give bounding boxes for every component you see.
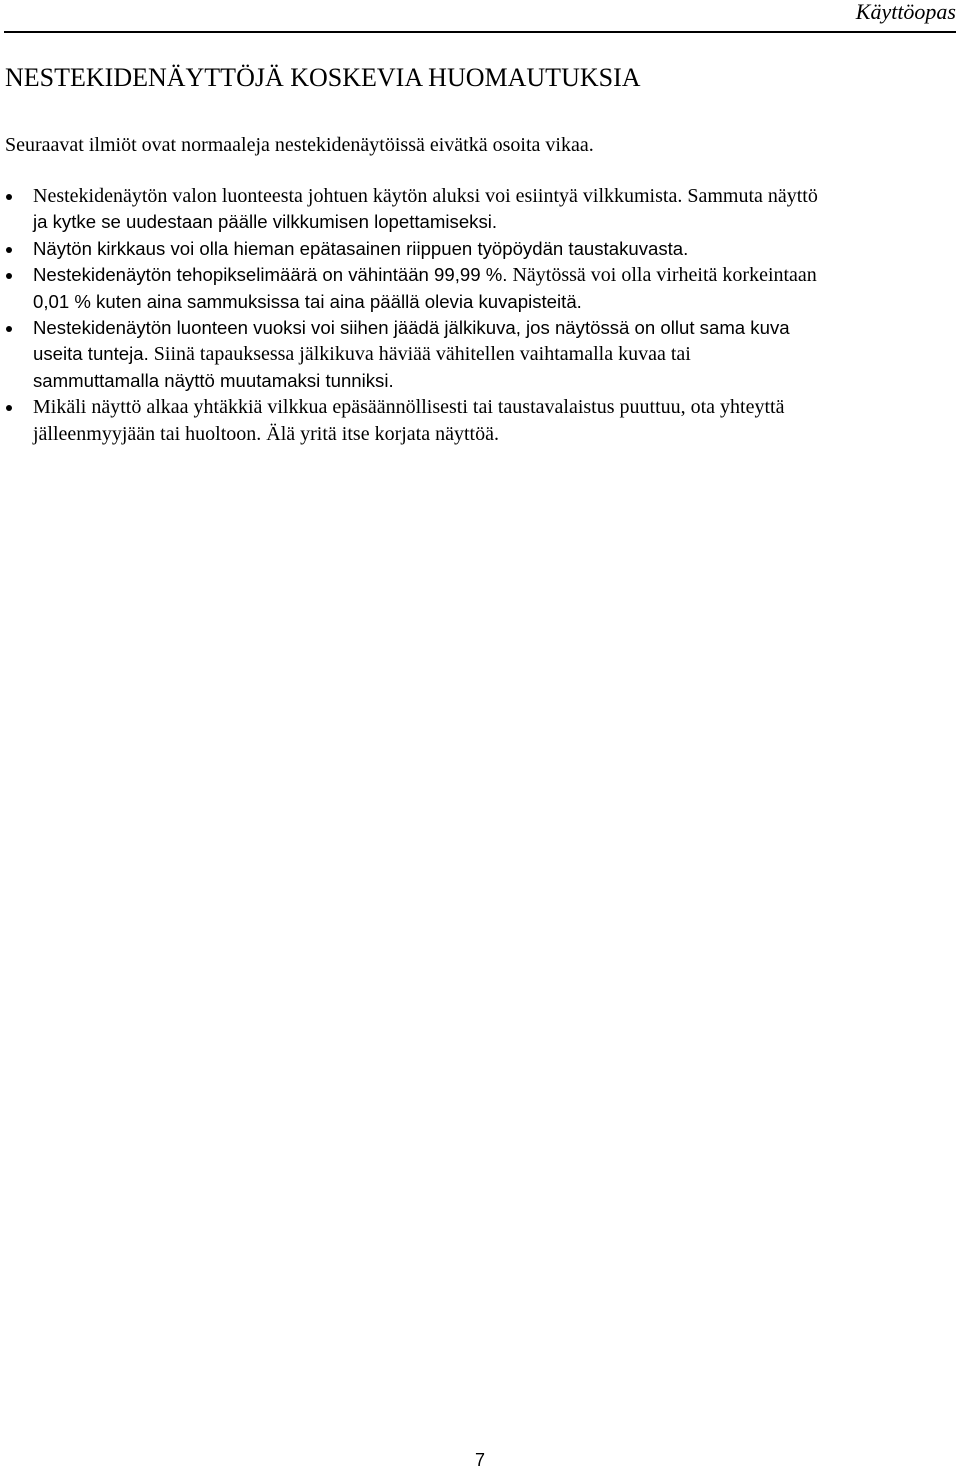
note-text: Nestekidenäytön luonteen vuoksi voi siihen jäädä jälkikuva, jos näytössä on ollut sama kuva <box>33 317 790 339</box>
note-text: Näytössä voi olla virheitä korkeintaan <box>507 264 817 287</box>
page-title: NESTEKIDENÄYTTÖJÄ KOSKEVIA HUOMAUTUKSIA <box>5 63 641 92</box>
intro-paragraph: Seuraavat ilmiöt ovat normaaleja nestekidenäytöissä eivätkä osoita vikaa. <box>5 134 594 156</box>
list-item <box>0 315 950 394</box>
note-text: sammuttamalla näyttö muutamaksi tunniksi. <box>33 369 394 391</box>
page-number: 7 <box>474 1450 485 1470</box>
bullet-icon <box>6 273 12 279</box>
running-header: Käyttöopas <box>855 0 956 24</box>
list-item <box>0 183 950 236</box>
note-text: Näytön kirkkaus voi olla hieman epätasainen riippuen työpöydän taustakuvasta. <box>33 237 689 259</box>
bullet-icon <box>6 247 12 253</box>
note-text: Nestekidenäytön valon luonteesta johtuen käytön aluksi voi esiintyä vilkkumista. Sammuta näyttö <box>33 185 818 207</box>
list-item <box>0 394 950 447</box>
note-text: Mikäli näyttö alkaa yhtäkkiä vilkkua epäsäännöllisesti tai taustavalaistus puuttuu, ota yhteyttä <box>33 396 785 419</box>
bullet-icon <box>6 326 12 332</box>
note-text: Siinä tapauksessa jälkikuva häviää vähitellen vaihtamalla kuvaa tai <box>148 343 691 366</box>
header-rule <box>4 31 956 33</box>
notes-list <box>0 183 950 447</box>
note-text: ja kytke se uudestaan päälle vilkkumisen lopettamiseksi. <box>33 211 498 233</box>
bullet-icon <box>6 194 12 200</box>
note-text: useita tunteja. <box>33 343 149 365</box>
note-text: jälleenmyyjään tai huoltoon. Älä yritä itse korjata näyttöä. <box>33 422 499 445</box>
note-text: 0,01 % kuten aina sammuksissa tai aina päällä olevia kuvapisteitä. <box>33 290 582 312</box>
list-item <box>0 236 950 262</box>
list-item <box>0 262 950 315</box>
bullet-icon <box>6 405 12 411</box>
note-text: Nestekidenäytön tehopikselimäärä on vähintään 99,99 %. <box>33 264 508 286</box>
